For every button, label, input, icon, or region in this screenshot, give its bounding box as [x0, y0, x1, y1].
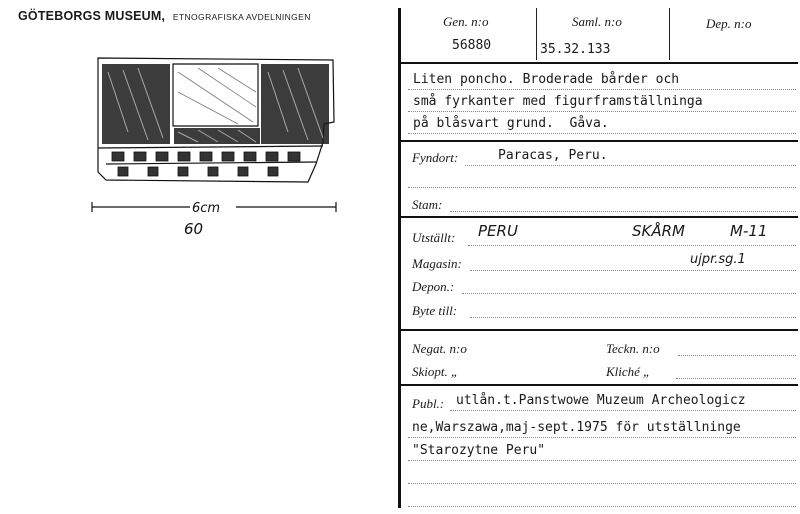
description-rule-2: [408, 111, 796, 112]
kliche-label: Kliché „: [606, 364, 651, 379]
publ-line-3: "Starozytne Peru": [412, 443, 546, 458]
section-rule-2: [401, 216, 798, 218]
description-rule-1: [408, 89, 796, 90]
utstallt-value-peru: PERU: [478, 222, 518, 240]
teckn-rule: [678, 355, 796, 356]
header-separator-1: [536, 8, 537, 60]
section-rule-3: [401, 329, 798, 331]
gen-value: 56880: [452, 38, 492, 53]
publ-rule-5: [408, 506, 796, 507]
kliche-rule: [676, 378, 796, 379]
section-rule-4: [401, 384, 798, 386]
utstallt-value-skarm: SKÅRM: [632, 222, 685, 240]
publ-rule-2: [408, 437, 796, 438]
stam-rule: [450, 211, 796, 212]
fyndort-rule: [465, 165, 796, 166]
publ-rule-4: [408, 483, 796, 484]
publ-label: Publ.:: [412, 396, 445, 411]
section-rule-1: [401, 140, 798, 142]
gen-label: Gen. n:o: [443, 14, 489, 29]
header-rule: [401, 62, 798, 64]
depon-rule: [462, 293, 796, 294]
museum-header: [18, 9, 311, 23]
dep-label: Dep. n:o: [706, 16, 752, 31]
publ-line-1: utlån.t.Panstwowe Muzeum Archeologicz: [456, 393, 746, 408]
magasin-value: ujpr.sg.1: [690, 252, 746, 267]
skiopt-label: Skiopt. „: [412, 364, 459, 379]
negat-label: Negat. n:o: [412, 341, 467, 356]
fyndort-rule-2: [408, 187, 796, 188]
stam-label: Stam:: [412, 197, 443, 212]
magasin-rule: [470, 270, 796, 271]
scale-label: 6cm: [192, 201, 221, 216]
depon-label: Depon.:: [412, 279, 455, 294]
byte-till-label: Byte till:: [412, 303, 458, 318]
fyndort-label: Fyndort:: [412, 150, 459, 165]
publ-rule-3: [408, 460, 796, 461]
utstallt-label: Utställt:: [412, 230, 456, 245]
description-line-1: Liten poncho. Broderade bårder och: [413, 72, 680, 87]
byte-till-rule: [470, 317, 796, 318]
publ-line-2: ne,Warszawa,maj-sept.1975 för utställninge: [412, 420, 741, 435]
saml-value: 35.32.133: [540, 42, 611, 57]
magasin-label: Magasin:: [412, 256, 462, 271]
museum-name: GÖTEBORGS MUSEUM,: [18, 9, 166, 23]
teckn-label: Teckn. n:o: [606, 341, 660, 356]
poncho-sketch: [78, 52, 348, 242]
publ-rule-1: [450, 410, 796, 411]
fyndort-value: Paracas, Peru.: [498, 148, 608, 163]
saml-label: Saml. n:o: [572, 14, 622, 29]
card-left-border: [398, 8, 401, 508]
description-line-3: på blåsvart grund. Gåva.: [413, 116, 609, 131]
utstallt-value-number: M-11: [730, 222, 768, 240]
width-note: 60: [184, 220, 204, 238]
department-name: ETNOGRAFISKA AVDELNINGEN: [172, 12, 311, 22]
utstallt-rule: [468, 245, 796, 246]
description-line-2: små fyrkanter med figurframställninga: [413, 94, 703, 109]
header-separator-2: [669, 8, 670, 60]
description-rule-3: [408, 133, 796, 134]
